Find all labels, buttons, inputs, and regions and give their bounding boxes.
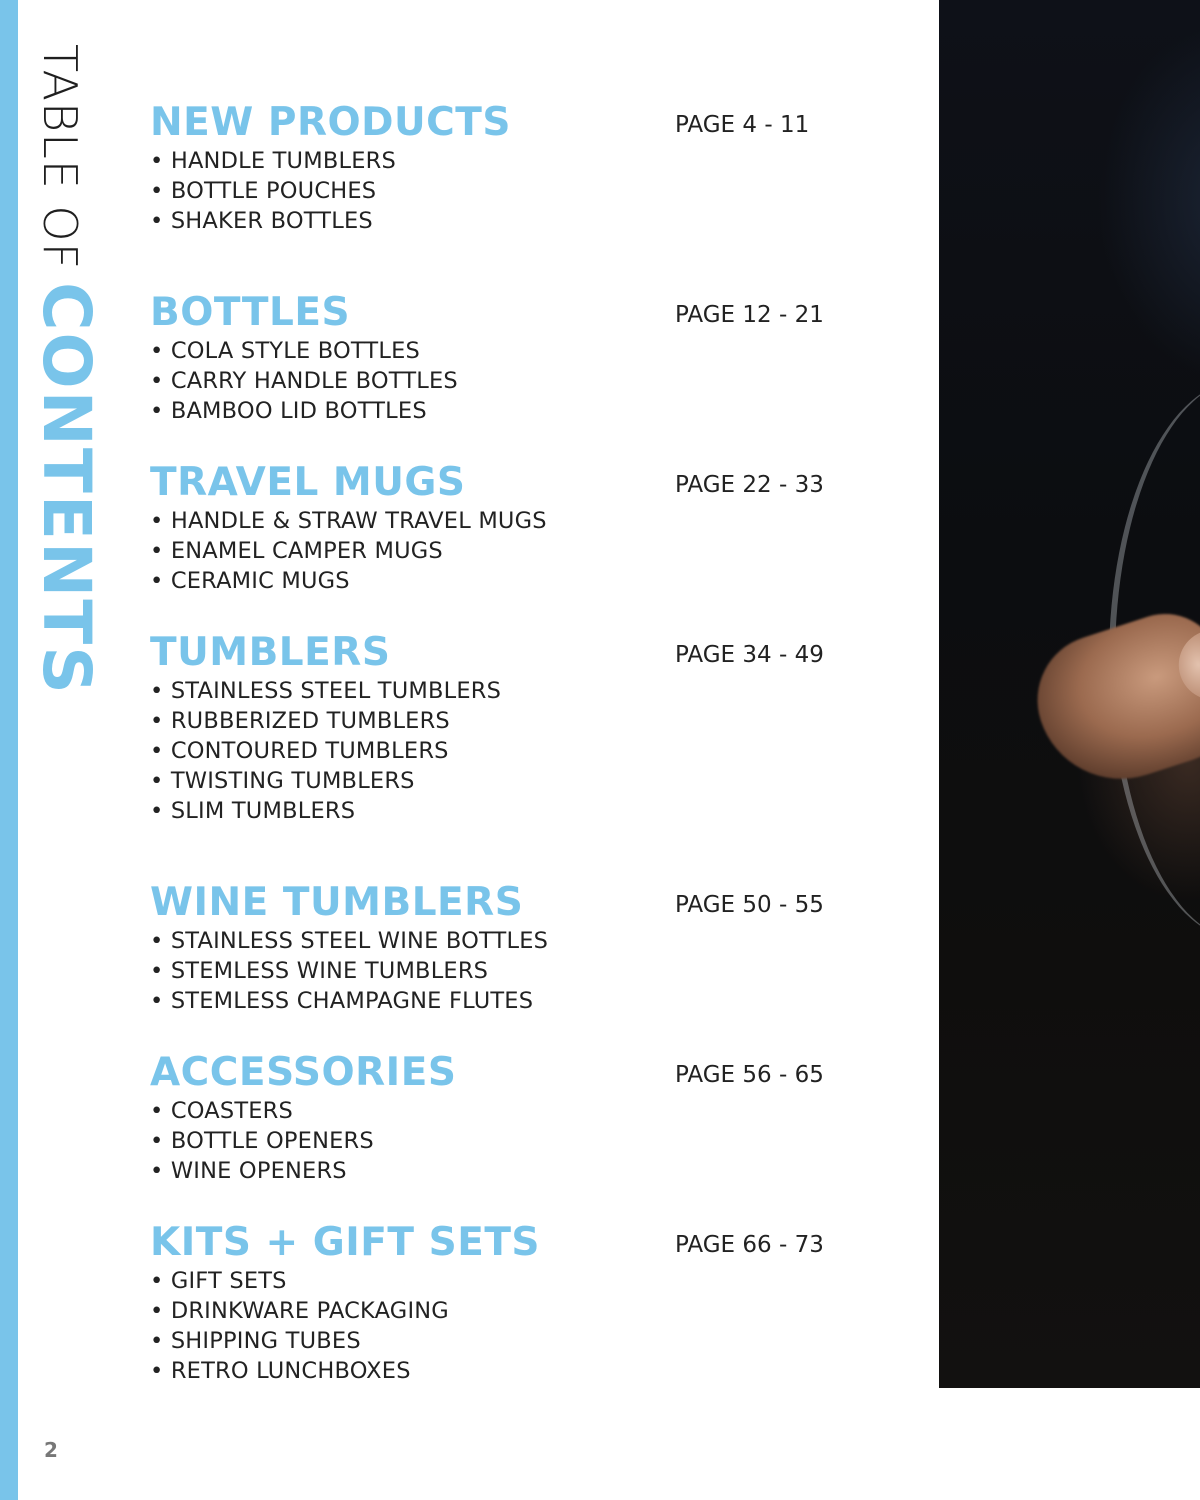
section-page-range: PAGE 12 - 21 bbox=[675, 302, 824, 328]
section-title: TUMBLERS bbox=[150, 630, 391, 675]
toc-section-tumblers[interactable] bbox=[150, 630, 910, 826]
list-item: • CARRY HANDLE BOTTLES bbox=[150, 368, 458, 394]
list-item: • SLIM TUMBLERS bbox=[150, 798, 356, 824]
list-item: • RUBBERIZED TUMBLERS bbox=[150, 708, 450, 734]
list-item: • GIFT SETS bbox=[150, 1268, 287, 1294]
toc-section-new-products[interactable] bbox=[150, 100, 910, 236]
hand-holding-glass-photo bbox=[939, 0, 1200, 1388]
section-title: ACCESSORIES bbox=[150, 1050, 457, 1095]
section-page-range: PAGE 50 - 55 bbox=[675, 892, 824, 918]
list-item: • BOTTLE OPENERS bbox=[150, 1128, 374, 1154]
section-title: WINE TUMBLERS bbox=[150, 880, 524, 925]
section-page-range: PAGE 66 - 73 bbox=[675, 1232, 824, 1258]
list-item: • SHIPPING TUBES bbox=[150, 1328, 361, 1354]
list-item: • CERAMIC MUGS bbox=[150, 568, 350, 594]
list-item: • STEMLESS CHAMPAGNE FLUTES bbox=[150, 988, 534, 1014]
toc-section-wine-tumblers[interactable] bbox=[150, 880, 910, 1016]
section-title: KITS + GIFT SETS bbox=[150, 1220, 541, 1265]
section-page-range: PAGE 4 - 11 bbox=[675, 112, 810, 138]
list-item: • COASTERS bbox=[150, 1098, 293, 1124]
list-item: • TWISTING TUMBLERS bbox=[150, 768, 415, 794]
section-title: BOTTLES bbox=[150, 290, 351, 335]
list-item: • SHAKER BOTTLES bbox=[150, 208, 373, 234]
page-number: 2 bbox=[44, 1438, 58, 1462]
section-title: TRAVEL MUGS bbox=[150, 460, 466, 505]
list-item: • CONTOURED TUMBLERS bbox=[150, 738, 449, 764]
list-item: • ENAMEL CAMPER MUGS bbox=[150, 538, 443, 564]
section-page-range: PAGE 22 - 33 bbox=[675, 472, 824, 498]
toc-section-kits-gift-sets[interactable] bbox=[150, 1220, 910, 1386]
section-page-range: PAGE 34 - 49 bbox=[675, 642, 824, 668]
list-item: • STEMLESS WINE TUMBLERS bbox=[150, 958, 489, 984]
toc-section-bottles[interactable] bbox=[150, 290, 910, 426]
accent-side-stripe bbox=[0, 0, 18, 1500]
heading-light-text: TABLE OF bbox=[33, 44, 87, 271]
list-item: • HANDLE & STRAW TRAVEL MUGS bbox=[150, 508, 547, 534]
list-item: • STAINLESS STEEL TUMBLERS bbox=[150, 678, 502, 704]
heading-bold-text: CONTENTS bbox=[28, 282, 105, 696]
list-item: • DRINKWARE PACKAGING bbox=[150, 1298, 449, 1324]
list-item: • WINE OPENERS bbox=[150, 1158, 347, 1184]
table-of-contents-heading bbox=[28, 44, 105, 764]
section-title: NEW PRODUCTS bbox=[150, 100, 511, 145]
list-item: • BAMBOO LID BOTTLES bbox=[150, 398, 427, 424]
list-item: • BOTTLE POUCHES bbox=[150, 178, 377, 204]
section-page-range: PAGE 56 - 65 bbox=[675, 1062, 824, 1088]
list-item: • COLA STYLE BOTTLES bbox=[150, 338, 420, 364]
list-item: • STAINLESS STEEL WINE BOTTLES bbox=[150, 928, 549, 954]
toc-section-travel-mugs[interactable] bbox=[150, 460, 910, 596]
toc-section-accessories[interactable] bbox=[150, 1050, 910, 1186]
list-item: • RETRO LUNCHBOXES bbox=[150, 1358, 411, 1384]
list-item: • HANDLE TUMBLERS bbox=[150, 148, 396, 174]
